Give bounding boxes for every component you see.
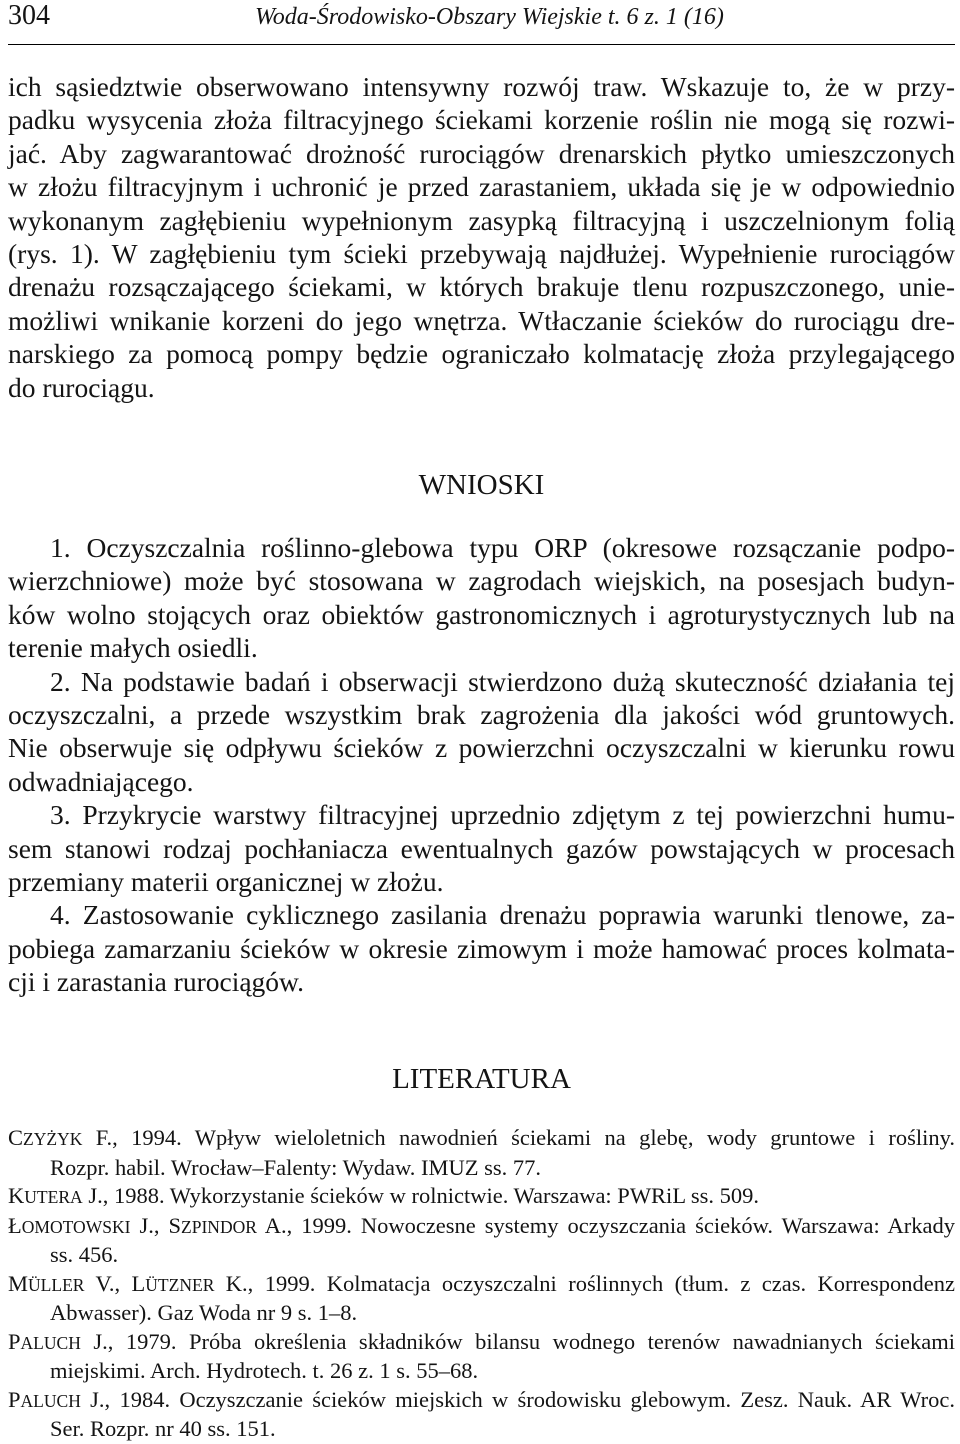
conclusion-line: cji i zarastania rurociągów. [8, 966, 304, 998]
conclusion-line: sem stanowi rodzaj pochłaniacza ewentualnych gazów powstających w procesach [8, 832, 955, 864]
author-surname: SZPINDOR [168, 1212, 257, 1238]
reference-continuation-line: Ser. Rozpr. nr 40 ss. 151. [50, 1416, 276, 1441]
conclusions-list [8, 531, 955, 999]
reference-item [8, 1124, 955, 1182]
body-line: jać. Aby zagwarantować drożność rurociągów drenarskich płytko umieszczonych [8, 137, 955, 169]
body-line: ich sąsiedztwie obserwowano intensywny rozwój traw. Wskazuje to, że w przy- [8, 71, 955, 102]
reference-continuation-line: Abwasser). Gaz Woda nr 9 s. 1–8. [50, 1300, 358, 1325]
author-surname: ŁOMOTOWSKI [8, 1212, 131, 1238]
reference-item [8, 1270, 955, 1328]
conclusion-line: oczyszczalni, a przede wszystkim brak zagrożenia dla jakości wód gruntowych. [8, 699, 955, 731]
reference-item [8, 1386, 955, 1444]
references-list [8, 1124, 955, 1444]
conclusion-line: 2. Na podstawie badań i obserwacji stwierdzono dużą skuteczność działania tej [50, 665, 955, 697]
reference-first-line [8, 1270, 955, 1300]
body-line: padku wysycenia złoża filtracyjnego ściekami korzenie roślin nie mogą się rozwi- [8, 104, 955, 136]
body-line: wykonanym zagłębieniu wypełnionym zasypką filtracyjną i uszczelnionym folią [8, 204, 955, 236]
reference-text: J., 1988. Wykorzystanie ścieków w rolnictwie. Warszawa: PWRiL ss. 509. [82, 1183, 759, 1208]
author-surname: LÜTZNER [131, 1270, 215, 1296]
reference-item [8, 1182, 955, 1212]
conclusion-line: 1. Oczyszczalnia roślinno-glebowa typu ORP (okresowe rozsączanie podpo- [50, 532, 955, 563]
conclusion-line: przemiany materii organicznej w złożu. [8, 866, 444, 898]
conclusion-line: pobiega zamarzaniu ścieków w okresie zimowym i może hamować proces kolmata- [8, 932, 955, 964]
author-surname: CZYŻYK [8, 1125, 83, 1150]
journal-title: Woda-Środowisko-Obszary Wiejskie t. 6 z. 1 (16) [255, 4, 724, 30]
body-line: do rurociągu. [8, 371, 155, 403]
conclusion-line: 3. Przykrycie warstwy filtracyjnej uprzednio zdjętym z tej powierzchni humu- [50, 799, 955, 831]
conclusions-heading: WNIOSKI [418, 469, 545, 501]
reference-item [8, 1328, 955, 1386]
conclusion-item [8, 665, 955, 799]
conclusion-item [8, 898, 955, 998]
conclusion-item [8, 531, 955, 665]
author-initials: J., [130, 1212, 169, 1238]
author-surname: MÜLLER [8, 1270, 85, 1296]
reference-continuation-line: Rozpr. habil. Wrocław–Falenty: Wydaw. IMUZ ss. 77. [50, 1154, 542, 1180]
reference-continuation-line: ss. 456. [50, 1242, 119, 1267]
reference-item [8, 1212, 955, 1270]
reference-first-line [8, 1182, 955, 1212]
body-paragraph [8, 70, 955, 404]
author-initials: V., [84, 1270, 132, 1296]
body-line: możliwi wnikanie korzeni do jego wnętrza. Wtłaczanie ścieków do rurociągu dre- [8, 304, 955, 336]
header-rule [8, 44, 955, 45]
reference-first-line [8, 1124, 955, 1154]
reference-text: J., 1984. Oczyszczanie ścieków miejskich w środowisku glebowym. Zesz. Nauk. AR Wroc. [80, 1386, 955, 1412]
reference-continuation-line: miejskimi. Arch. Hydrotech. t. 26 z. 1 s. 55–68. [50, 1358, 479, 1383]
reference-text: A., 1999. Nowoczesne systemy oczyszczania ścieków. Warszawa: Arkady [256, 1212, 955, 1238]
body-line: (rys. 1). W zagłębieniu tym ścieki przebywają najdłużej. Wypełnienie rurociągów [8, 238, 955, 270]
reference-first-line [8, 1386, 955, 1416]
reference-text: F., 1994. Wpływ wieloletnich nawodnień ściekami na glebę, wody gruntowe i rośliny. [82, 1125, 955, 1150]
reference-first-line [8, 1212, 955, 1242]
conclusion-line: odwadniającego. [8, 765, 194, 797]
conclusion-item [8, 798, 955, 898]
conclusion-line: 4. Zastosowanie cyklicznego zasilania drenażu poprawia warunki tlenowe, za- [50, 899, 955, 931]
reference-text: K., 1999. Kolmatacja oczyszczalni roślinnych (tłum. z czas. Korrespondenz [214, 1270, 955, 1296]
body-line: narskiego za pomocą pompy będzie ograniczało kolmatację złoża przylegającego [8, 338, 955, 370]
author-surname: KUTERA [8, 1183, 83, 1208]
conclusion-line: Nie obserwuje się odpływu ścieków z powierzchni oczyszczalni w kierunku rowu [8, 732, 955, 764]
conclusion-line: terenie małych osiedli. [8, 632, 258, 664]
page-number: 304 [8, 0, 50, 31]
conclusion-line: ków wolno stojących oraz obiektów gastronomicznych i agroturystycznych lub na [8, 598, 955, 630]
body-line: w złożu filtracyjnym i uchronić je przed zarastaniem, układa się je w odpowiednio [8, 171, 955, 203]
conclusion-line: wierzchniowe) może być stosowana w zagrodach wiejskich, na posesjach budyn- [8, 565, 955, 597]
body-line: drenażu rozsączającego ściekami, w których brakuje tlenu rozpuszczonego, unie- [8, 271, 955, 303]
references-heading: LITERATURA [392, 1063, 571, 1095]
reference-text: J., 1979. Próba określenia składników bilansu wodnego terenów nawadnianych ściekami [80, 1328, 955, 1354]
author-surname: PALUCH [8, 1328, 81, 1354]
reference-first-line [8, 1328, 955, 1358]
author-surname: PALUCH [8, 1386, 81, 1412]
